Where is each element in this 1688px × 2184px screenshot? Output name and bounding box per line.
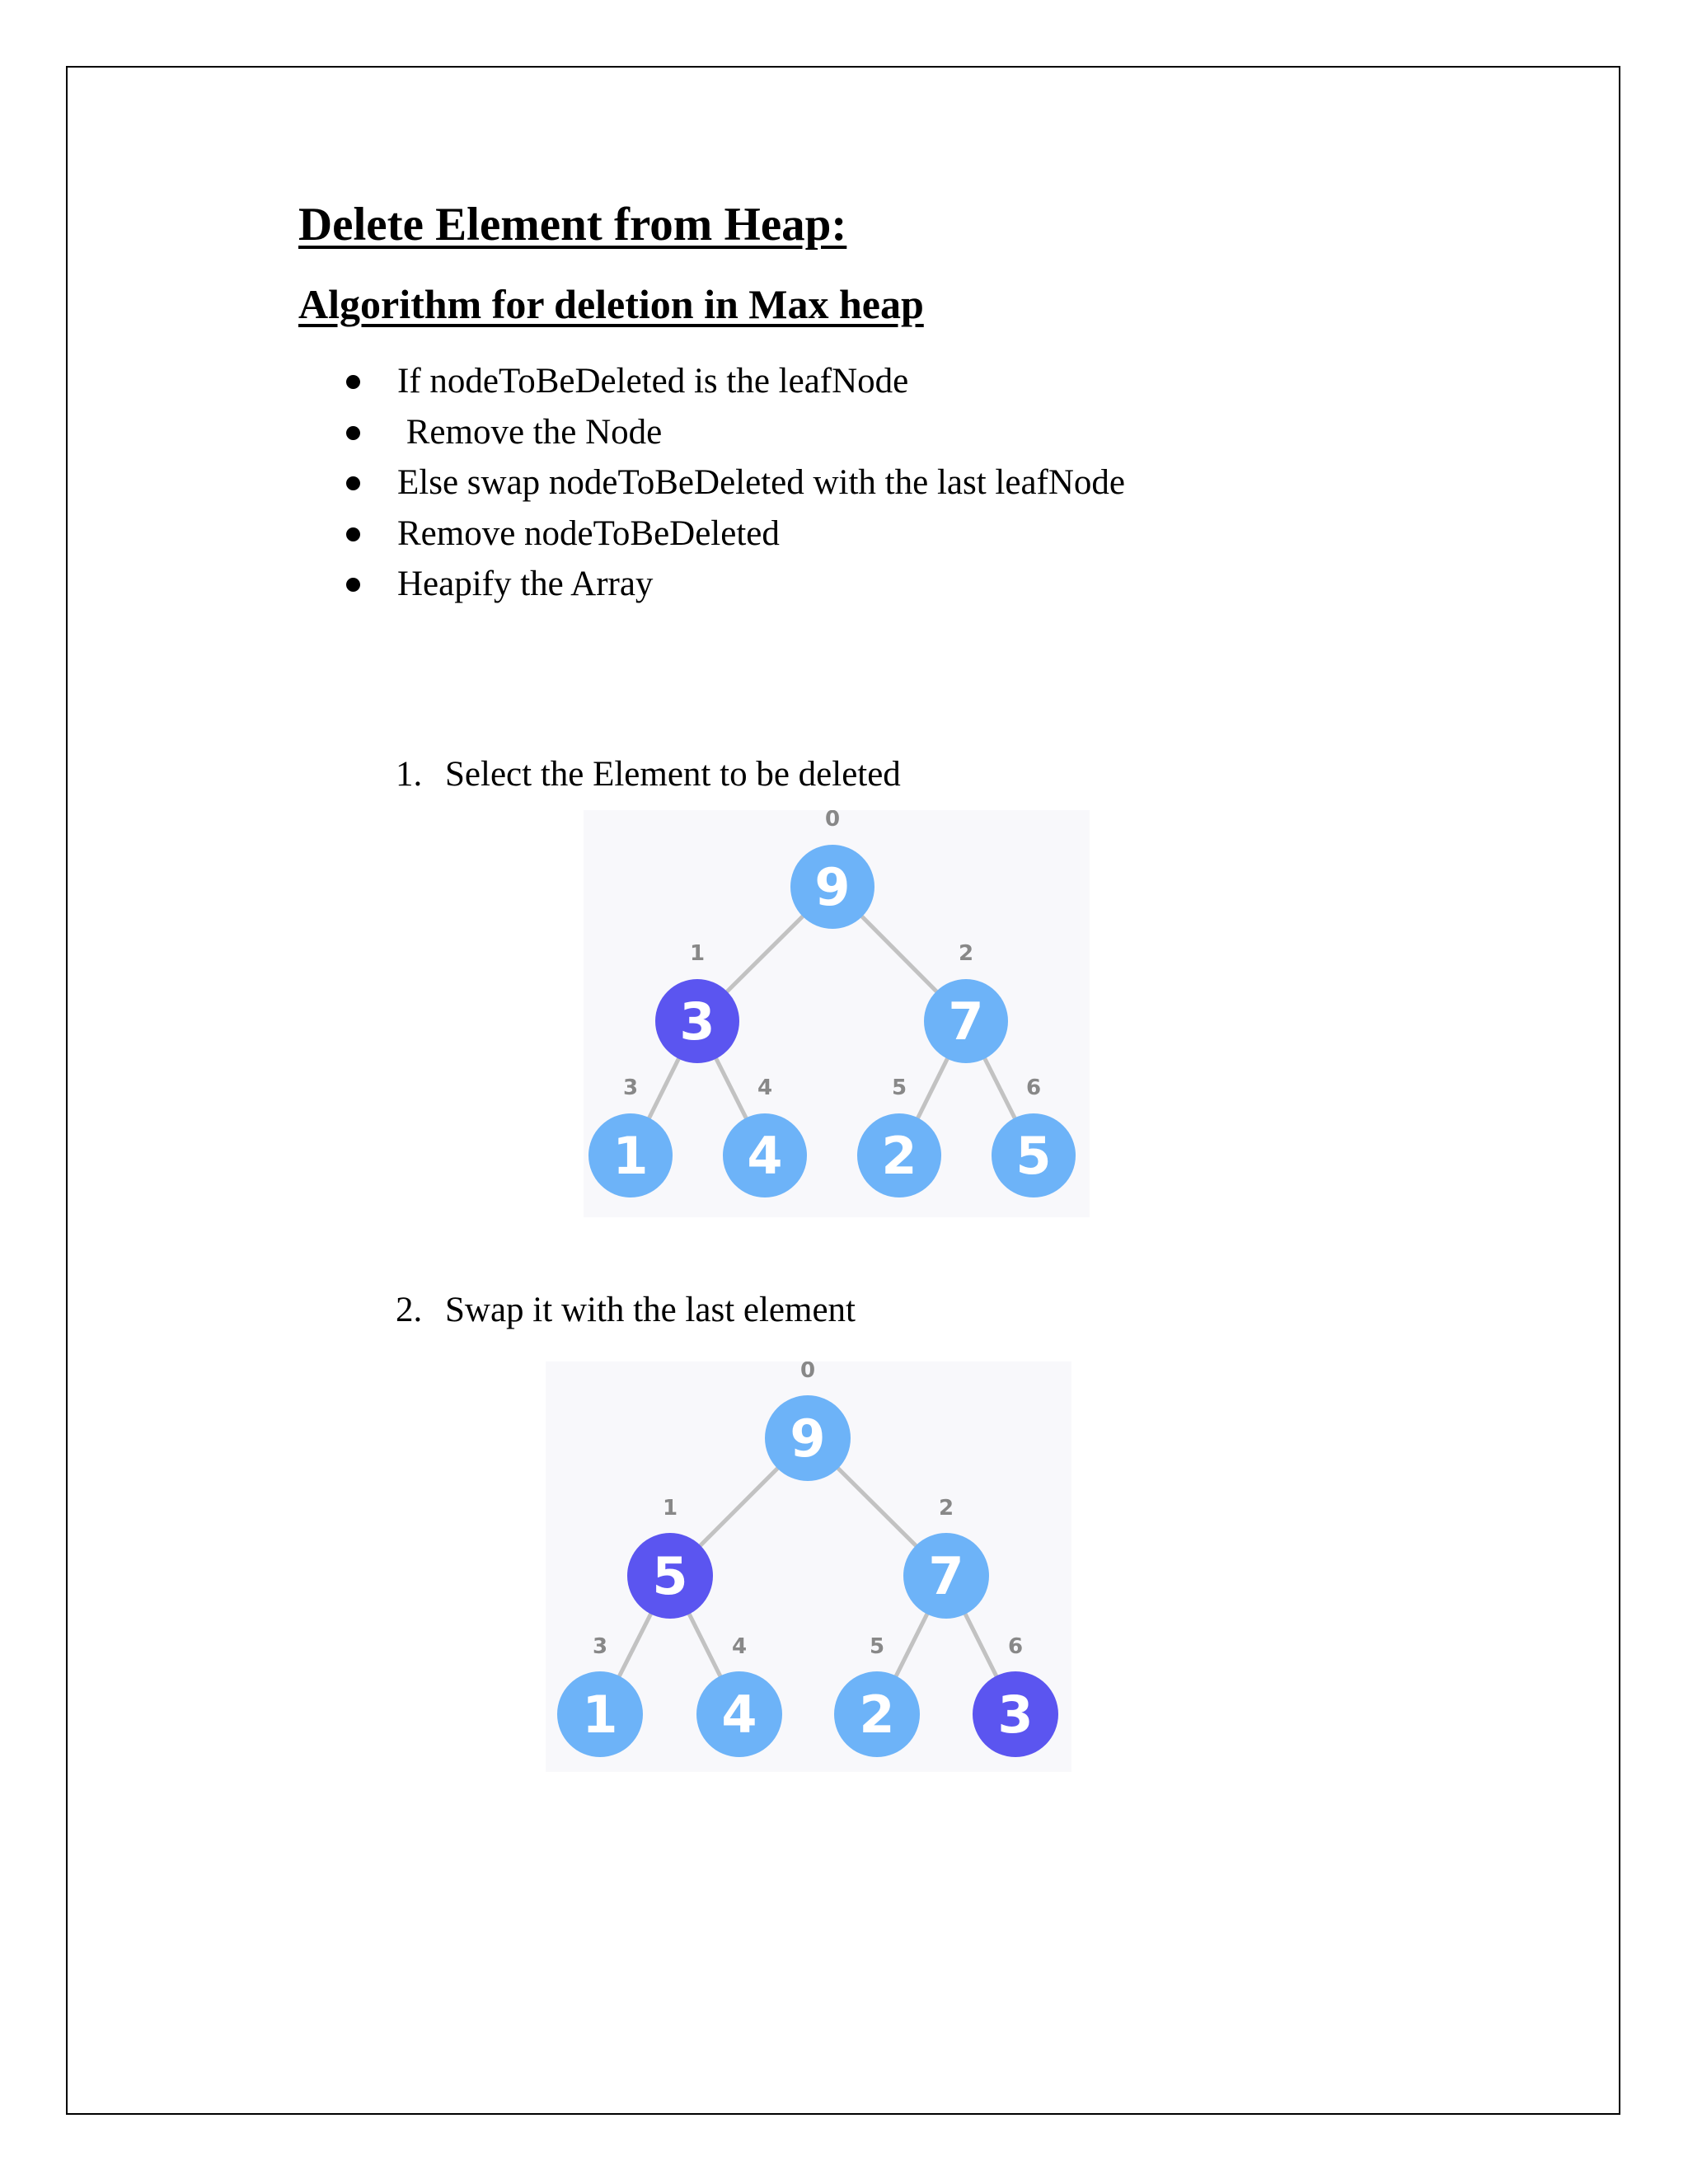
node-index-label: 5 xyxy=(869,1634,885,1659)
node-index-label: 4 xyxy=(757,1076,773,1100)
node-value-label: 5 xyxy=(1015,1126,1052,1186)
node-value-label: 5 xyxy=(652,1546,688,1606)
list-item xyxy=(346,457,1125,509)
node-index-label: 4 xyxy=(731,1634,748,1659)
list-item xyxy=(346,356,1125,407)
node-index-label: 0 xyxy=(824,810,841,832)
list-item xyxy=(346,407,1125,458)
node-index-label: 1 xyxy=(662,1496,678,1521)
node-value-label: 2 xyxy=(881,1126,917,1186)
node-value-label: 9 xyxy=(790,1408,826,1469)
node-value-label: 3 xyxy=(679,991,715,1052)
node-value-label: 1 xyxy=(582,1685,618,1745)
node-value-label: 3 xyxy=(997,1685,1034,1745)
bullet-icon xyxy=(346,426,360,440)
node-value-label: 1 xyxy=(612,1126,649,1186)
list-item-text: Remove nodeToBeDeleted xyxy=(397,513,780,553)
node-index-label: 0 xyxy=(799,1361,816,1383)
node-index-label: 3 xyxy=(592,1634,608,1659)
list-item-text: Heapify the Array xyxy=(397,565,654,603)
heap-tree-svg xyxy=(546,1361,1071,1772)
bullet-icon xyxy=(346,476,360,490)
node-index-label: 6 xyxy=(1025,1076,1042,1100)
section-subtitle: Algorithm for deletion in Max heap xyxy=(298,281,924,327)
step-number: 2. xyxy=(396,1291,423,1329)
node-index-label: 6 xyxy=(1007,1634,1024,1659)
node-value-label: 7 xyxy=(948,991,984,1052)
node-value-label: 2 xyxy=(859,1685,895,1745)
algorithm-steps-list xyxy=(346,356,1125,610)
heap-tree-svg xyxy=(584,810,1090,1217)
node-value-label: 4 xyxy=(721,1685,757,1745)
list-item xyxy=(346,509,1125,560)
step-text: Swap it with the last element xyxy=(445,1291,856,1329)
list-item-text: Else swap nodeToBeDeleted with the last leafNode xyxy=(397,463,1125,502)
bullet-icon xyxy=(346,527,360,541)
bullet-icon xyxy=(346,578,360,592)
node-value-label: 7 xyxy=(928,1546,964,1606)
node-value-label: 9 xyxy=(814,857,851,917)
bullet-icon xyxy=(346,375,360,389)
node-index-label: 2 xyxy=(938,1496,954,1521)
heap-tree-diagram-step-2 xyxy=(546,1361,1071,1772)
node-index-label: 2 xyxy=(958,941,974,966)
step-1-label xyxy=(396,750,901,799)
heap-tree-diagram-step-1 xyxy=(584,810,1090,1217)
page-title: Delete Element from Heap: xyxy=(298,199,847,251)
node-index-label: 1 xyxy=(689,941,706,966)
list-item-text: If nodeToBeDeleted is the leafNode xyxy=(397,362,909,401)
list-item-text: Remove the Node xyxy=(397,412,663,452)
list-item xyxy=(346,559,1125,610)
node-value-label: 4 xyxy=(747,1126,783,1186)
step-text: Select the Element to be deleted xyxy=(445,755,901,794)
step-2-label xyxy=(396,1286,856,1335)
node-index-label: 5 xyxy=(891,1076,907,1100)
node-index-label: 3 xyxy=(622,1076,639,1100)
step-number: 1. xyxy=(396,755,423,794)
